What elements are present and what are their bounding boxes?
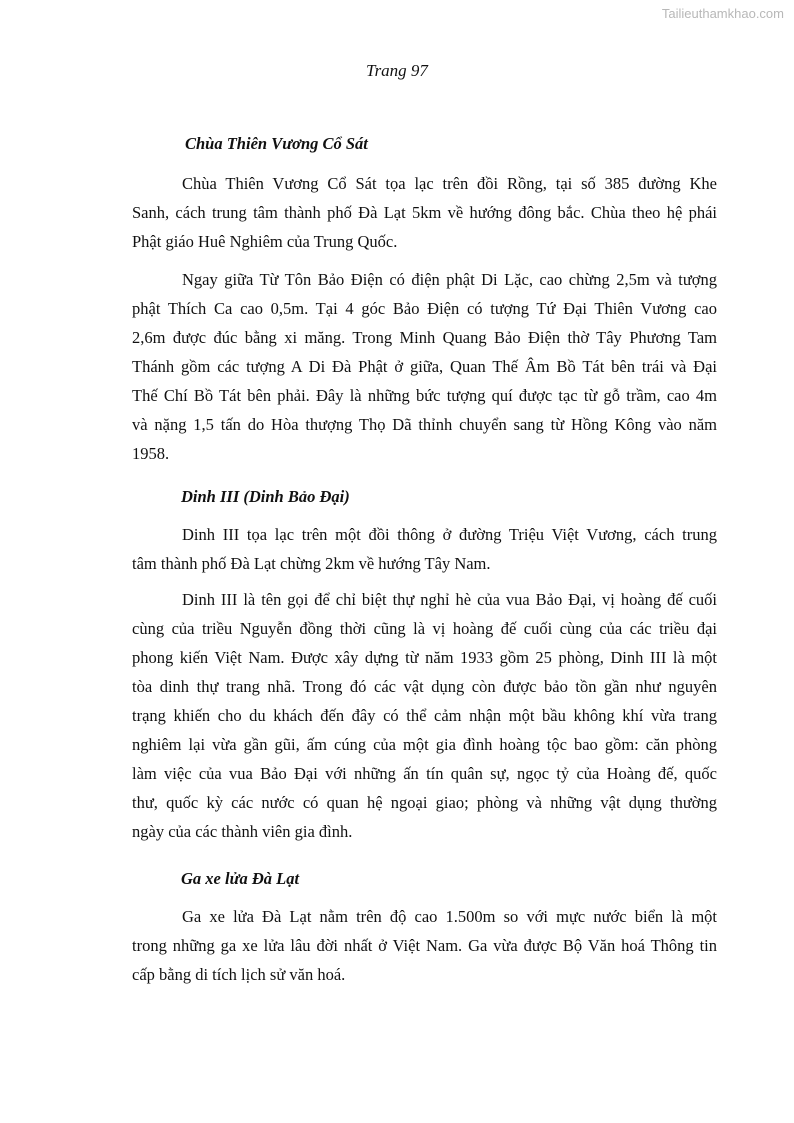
text-line: cùng của triều Nguyễn đồng thời cũng là vị hoàng đế cuối cùng của các triều đại xyxy=(132,619,717,638)
text-line: tòa dinh thự trang nhã. Trong đó các vật dụng còn được bảo tồn gần như nguyên xyxy=(132,677,717,696)
text-line: Sanh, cách trung tâm thành phố Đà Lạt 5km về hướng đông bắc. Chùa theo hệ phái xyxy=(132,203,717,222)
section-heading: Dinh III (Dinh Bảo Đại) xyxy=(181,487,350,506)
paragraph xyxy=(132,265,717,468)
text-line: và nặng 1,5 tấn do Hòa thượng Thọ Dã thỉnh chuyển sang từ Hồng Kông vào năm xyxy=(132,415,717,434)
text-line: làm việc của vua Bảo Đại với những ấn tín quân sự, ngọc tỷ của Hoàng đế, quốc xyxy=(132,764,717,783)
text-line: 2,6m được đúc bằng xi măng. Trong Minh Quang Bảo Điện thờ Tây Phương Tam xyxy=(132,328,717,347)
text-line: Thế Chí Bồ Tát bên phải. Đây là những bức tượng quí được tạc từ gỗ trầm, cao 4m xyxy=(132,386,717,405)
text-line: Phật giáo Huê Nghiêm của Trung Quốc. xyxy=(132,232,398,251)
section-heading: Chùa Thiên Vương Cổ Sát xyxy=(185,134,368,153)
text-line: phong kiến Việt Nam. Được xây dựng từ năm 1933 gồm 25 phòng, Dinh III là một xyxy=(132,648,717,667)
text-line: Chùa Thiên Vương Cổ Sát tọa lạc trên đồi Rồng, tại số 385 đường Khe xyxy=(182,174,717,193)
text-line: Ngay giữa Từ Tôn Bảo Điện có điện phật Di Lặc, cao chừng 2,5m và tượng xyxy=(182,270,717,289)
paragraph xyxy=(132,585,717,846)
text-line: 1958. xyxy=(132,444,170,463)
text-line: nghiêm lại vừa gần gũi, ấm cúng của một gia đình hoàng tộc bao gồm: căn phòng xyxy=(132,735,717,754)
text-line: trạng khiến cho du khách đến đây có thể cảm nhận một bầu không khí vừa trang xyxy=(132,706,717,725)
section-heading: Ga xe lửa Đà Lạt xyxy=(181,869,300,888)
text-line: trong những ga xe lửa lâu đời nhất ở Việt Nam. Ga vừa được Bộ Văn hoá Thông tin xyxy=(132,936,717,955)
text-line: Thánh gồm các tượng A Di Đà Phật ở giữa, Quan Thế Âm Bồ Tát bên trái và Đại xyxy=(132,357,717,376)
paragraph xyxy=(132,902,717,989)
paragraph xyxy=(132,169,717,256)
text-line: phật Thích Ca cao 0,5m. Tại 4 góc Bảo Điện có tượng Tứ Đại Thiên Vương cao xyxy=(132,299,717,318)
watermark: Tailieuthamkhao.com xyxy=(661,6,784,21)
paragraph xyxy=(132,520,717,578)
text-line: Ga xe lửa Đà Lạt nằm trên độ cao 1.500m so với mực nước biển là một xyxy=(182,907,717,926)
text-line: thư, quốc kỳ các nước có quan hệ ngoại giao; phòng và những vật dụng thường xyxy=(132,793,717,812)
text-line: tâm thành phố Đà Lạt chừng 2km về hướng Tây Nam. xyxy=(132,554,491,573)
text-line: cấp bằng di tích lịch sử văn hoá. xyxy=(132,965,346,984)
text-line: Dinh III là tên gọi để chỉ biệt thự nghỉ hè của vua Bảo Đại, vị hoàng đế cuối xyxy=(182,590,717,609)
text-line: Dinh III tọa lạc trên một đồi thông ở đường Triệu Việt Vương, cách trung xyxy=(182,525,717,544)
text-line: ngày của các thành viên gia đình. xyxy=(132,822,353,841)
page-number: Trang 97 xyxy=(366,61,428,80)
